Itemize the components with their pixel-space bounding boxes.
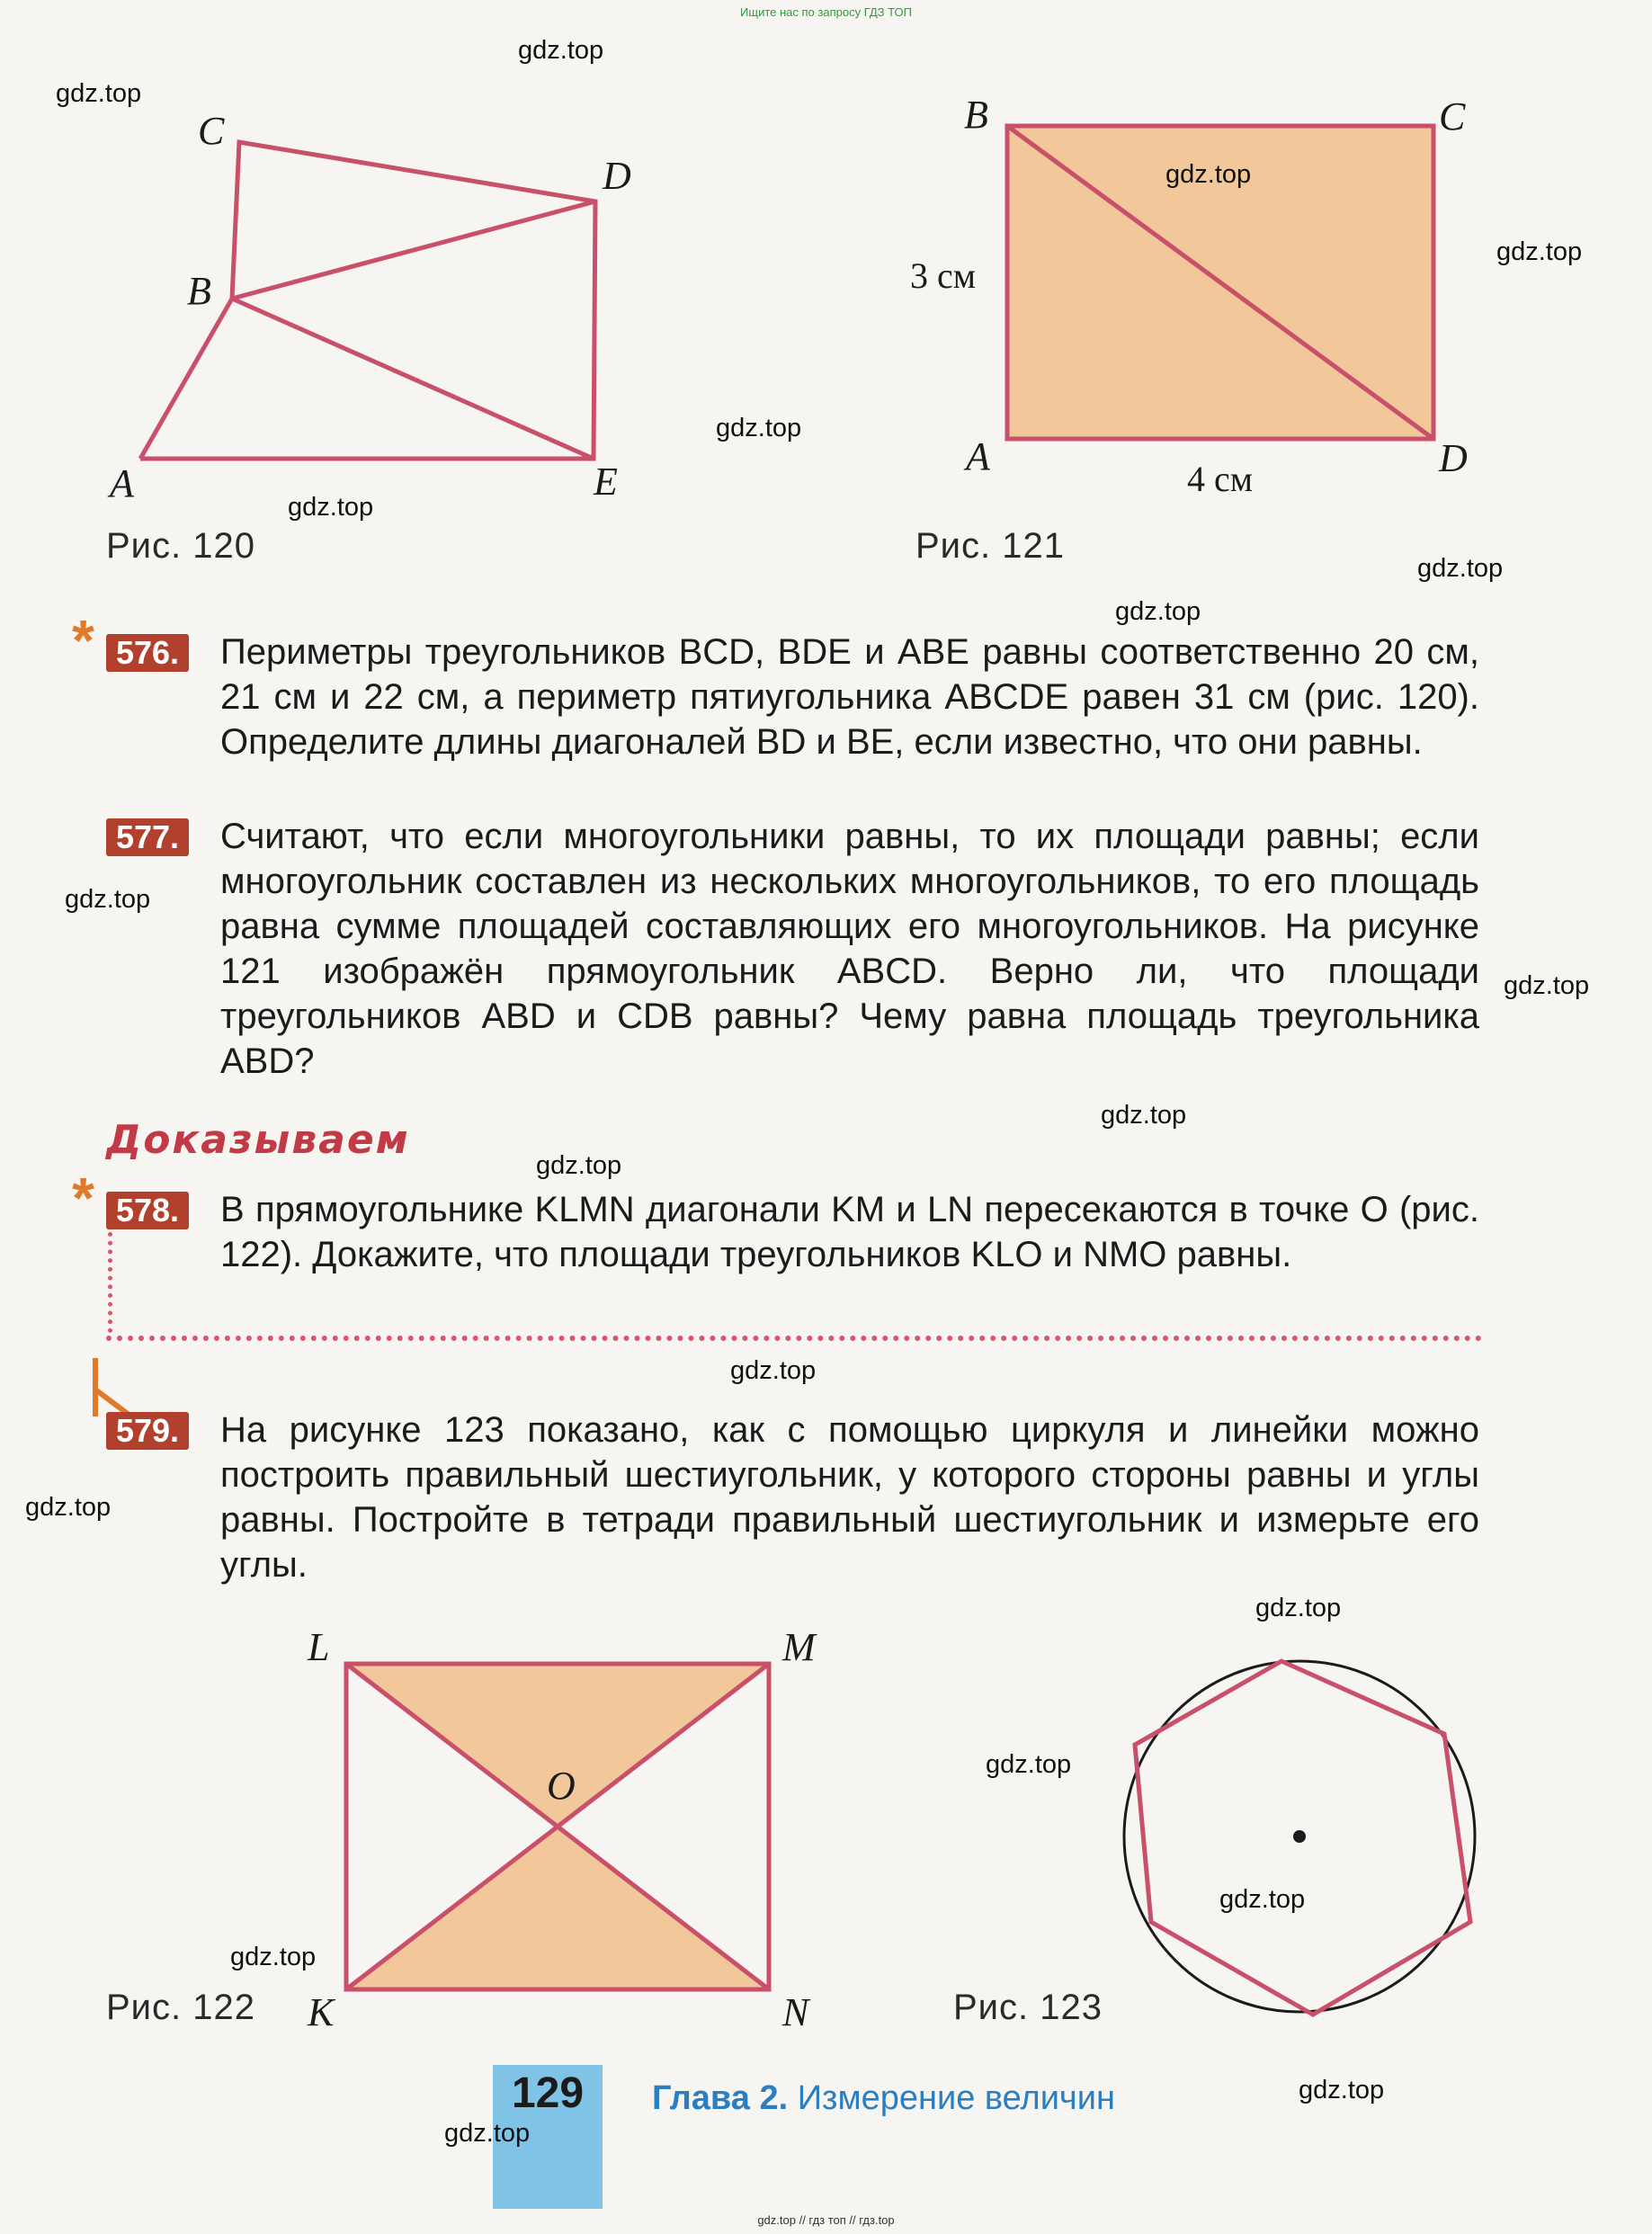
watermark: gdz.top	[518, 36, 604, 65]
watermark: gdz.top	[56, 79, 142, 108]
vertex-label-a: A	[966, 434, 990, 478]
star-icon: *	[72, 1166, 94, 1230]
watermark: gdz.top	[288, 493, 374, 522]
vertex-label-m: M	[782, 1625, 816, 1669]
figure-120	[90, 99, 665, 513]
watermark: gdz.top	[536, 1151, 622, 1180]
diagonal-bd	[232, 201, 595, 299]
problem-number-578: 578.	[106, 1192, 189, 1229]
side-length-left: 3 см	[910, 255, 977, 296]
vertex-label-l: L	[308, 1625, 330, 1669]
top-note: Ищите нас по запросу ГДЗ ТОП	[740, 5, 912, 19]
vertex-label-b: B	[964, 93, 988, 137]
watermark: gdz.top	[65, 885, 151, 914]
watermark: gdz.top	[1255, 1594, 1342, 1622]
watermark: gdz.top	[1115, 597, 1201, 626]
chapter-label: Глава 2.	[652, 2079, 789, 2117]
vertex-label-b: B	[187, 269, 211, 313]
caption-fig-120: Рис. 120	[106, 526, 255, 566]
star-icon: *	[72, 608, 94, 673]
watermark: gdz.top	[730, 1356, 817, 1385]
watermark: gdz.top	[25, 1493, 112, 1522]
problem-number-579: 579.	[106, 1412, 189, 1450]
watermark: gdz.top	[1299, 2076, 1385, 2104]
watermark: gdz.top	[986, 1750, 1072, 1779]
problem-number-577: 577.	[106, 818, 189, 856]
center-label-o: O	[547, 1764, 576, 1808]
vertex-label-k: K	[308, 1990, 335, 2034]
dotted-side-border	[108, 1232, 112, 1333]
bottom-note: gdz.top // гдз топ // гдз.top	[757, 2213, 895, 2227]
vertex-label-e: E	[594, 460, 618, 504]
page-number: 129	[511, 2069, 585, 2117]
watermark: gdz.top	[716, 414, 802, 442]
problem-578-text: В прямоугольнике KLMN диагонали KM и LN пересекаются в точке O (рис. 122). Докажите, что площади треугольников KLO и NMO равны.	[220, 1190, 1479, 1274]
problem-number-576: 576.	[106, 634, 189, 672]
figure-122	[270, 1625, 845, 2034]
chapter-name: Измерение величин	[797, 2079, 1115, 2117]
watermark: gdz.top	[1496, 237, 1583, 266]
problem-579-text: На рисунке 123 показано, как с помощью циркуля и линейки можно построить правильный шестиугольник, у которого стороны равны и углы равны. Постройте в тетради правильный шестиугольник и измерьте его углы.	[220, 1410, 1479, 1585]
diagonal-be	[232, 299, 594, 459]
watermark: gdz.top	[1219, 1885, 1306, 1914]
vertex-label-d: D	[1439, 436, 1468, 480]
watermark: gdz.top	[444, 2119, 531, 2148]
problem-577-text: Считают, что если многоугольники равны, то их площади равны; если многоугольник составлен из нескольких многоугольников, то его площадь равна сумме площадей составляющих его многоугольников. На рисунке 121 изображён прямоугольник ABCD. Верно ли, что площади треугольников ABD и CDB равны? Чему равна площадь треугольника ABD?	[220, 817, 1479, 1081]
chapter-title	[652, 2079, 1115, 2118]
vertex-label-c: C	[198, 109, 225, 153]
watermark: gdz.top	[1101, 1101, 1187, 1130]
caption-fig-123: Рис. 123	[953, 1988, 1103, 2027]
caption-fig-122: Рис. 122	[106, 1988, 255, 2027]
problem-576-text: Периметры треугольников BCD, BDE и ABE равны соответственно 20 см, 21 см и 22 см, а периметр пятиугольника ABCDE равен 31 см (рис. 120). Определите длины диагоналей BD и BE, если известно, что они равны.	[220, 632, 1479, 762]
watermark: gdz.top	[1165, 160, 1252, 189]
circle-center	[1293, 1830, 1306, 1843]
section-heading: Доказываем	[106, 1117, 410, 1163]
watermark: gdz.top	[1417, 554, 1504, 583]
watermark: gdz.top	[1504, 971, 1590, 1000]
dotted-separator	[106, 1336, 1482, 1341]
watermark: gdz.top	[230, 1943, 317, 1971]
side-length-bottom: 4 см	[1187, 459, 1254, 499]
figure-123	[1124, 1628, 1502, 2024]
vertex-label-d: D	[603, 154, 631, 198]
figure-121	[899, 90, 1511, 522]
vertex-label-a: A	[110, 461, 134, 505]
vertex-label-n: N	[782, 1990, 809, 2034]
vertex-label-c: C	[1439, 94, 1466, 139]
caption-fig-121: Рис. 121	[915, 526, 1065, 566]
